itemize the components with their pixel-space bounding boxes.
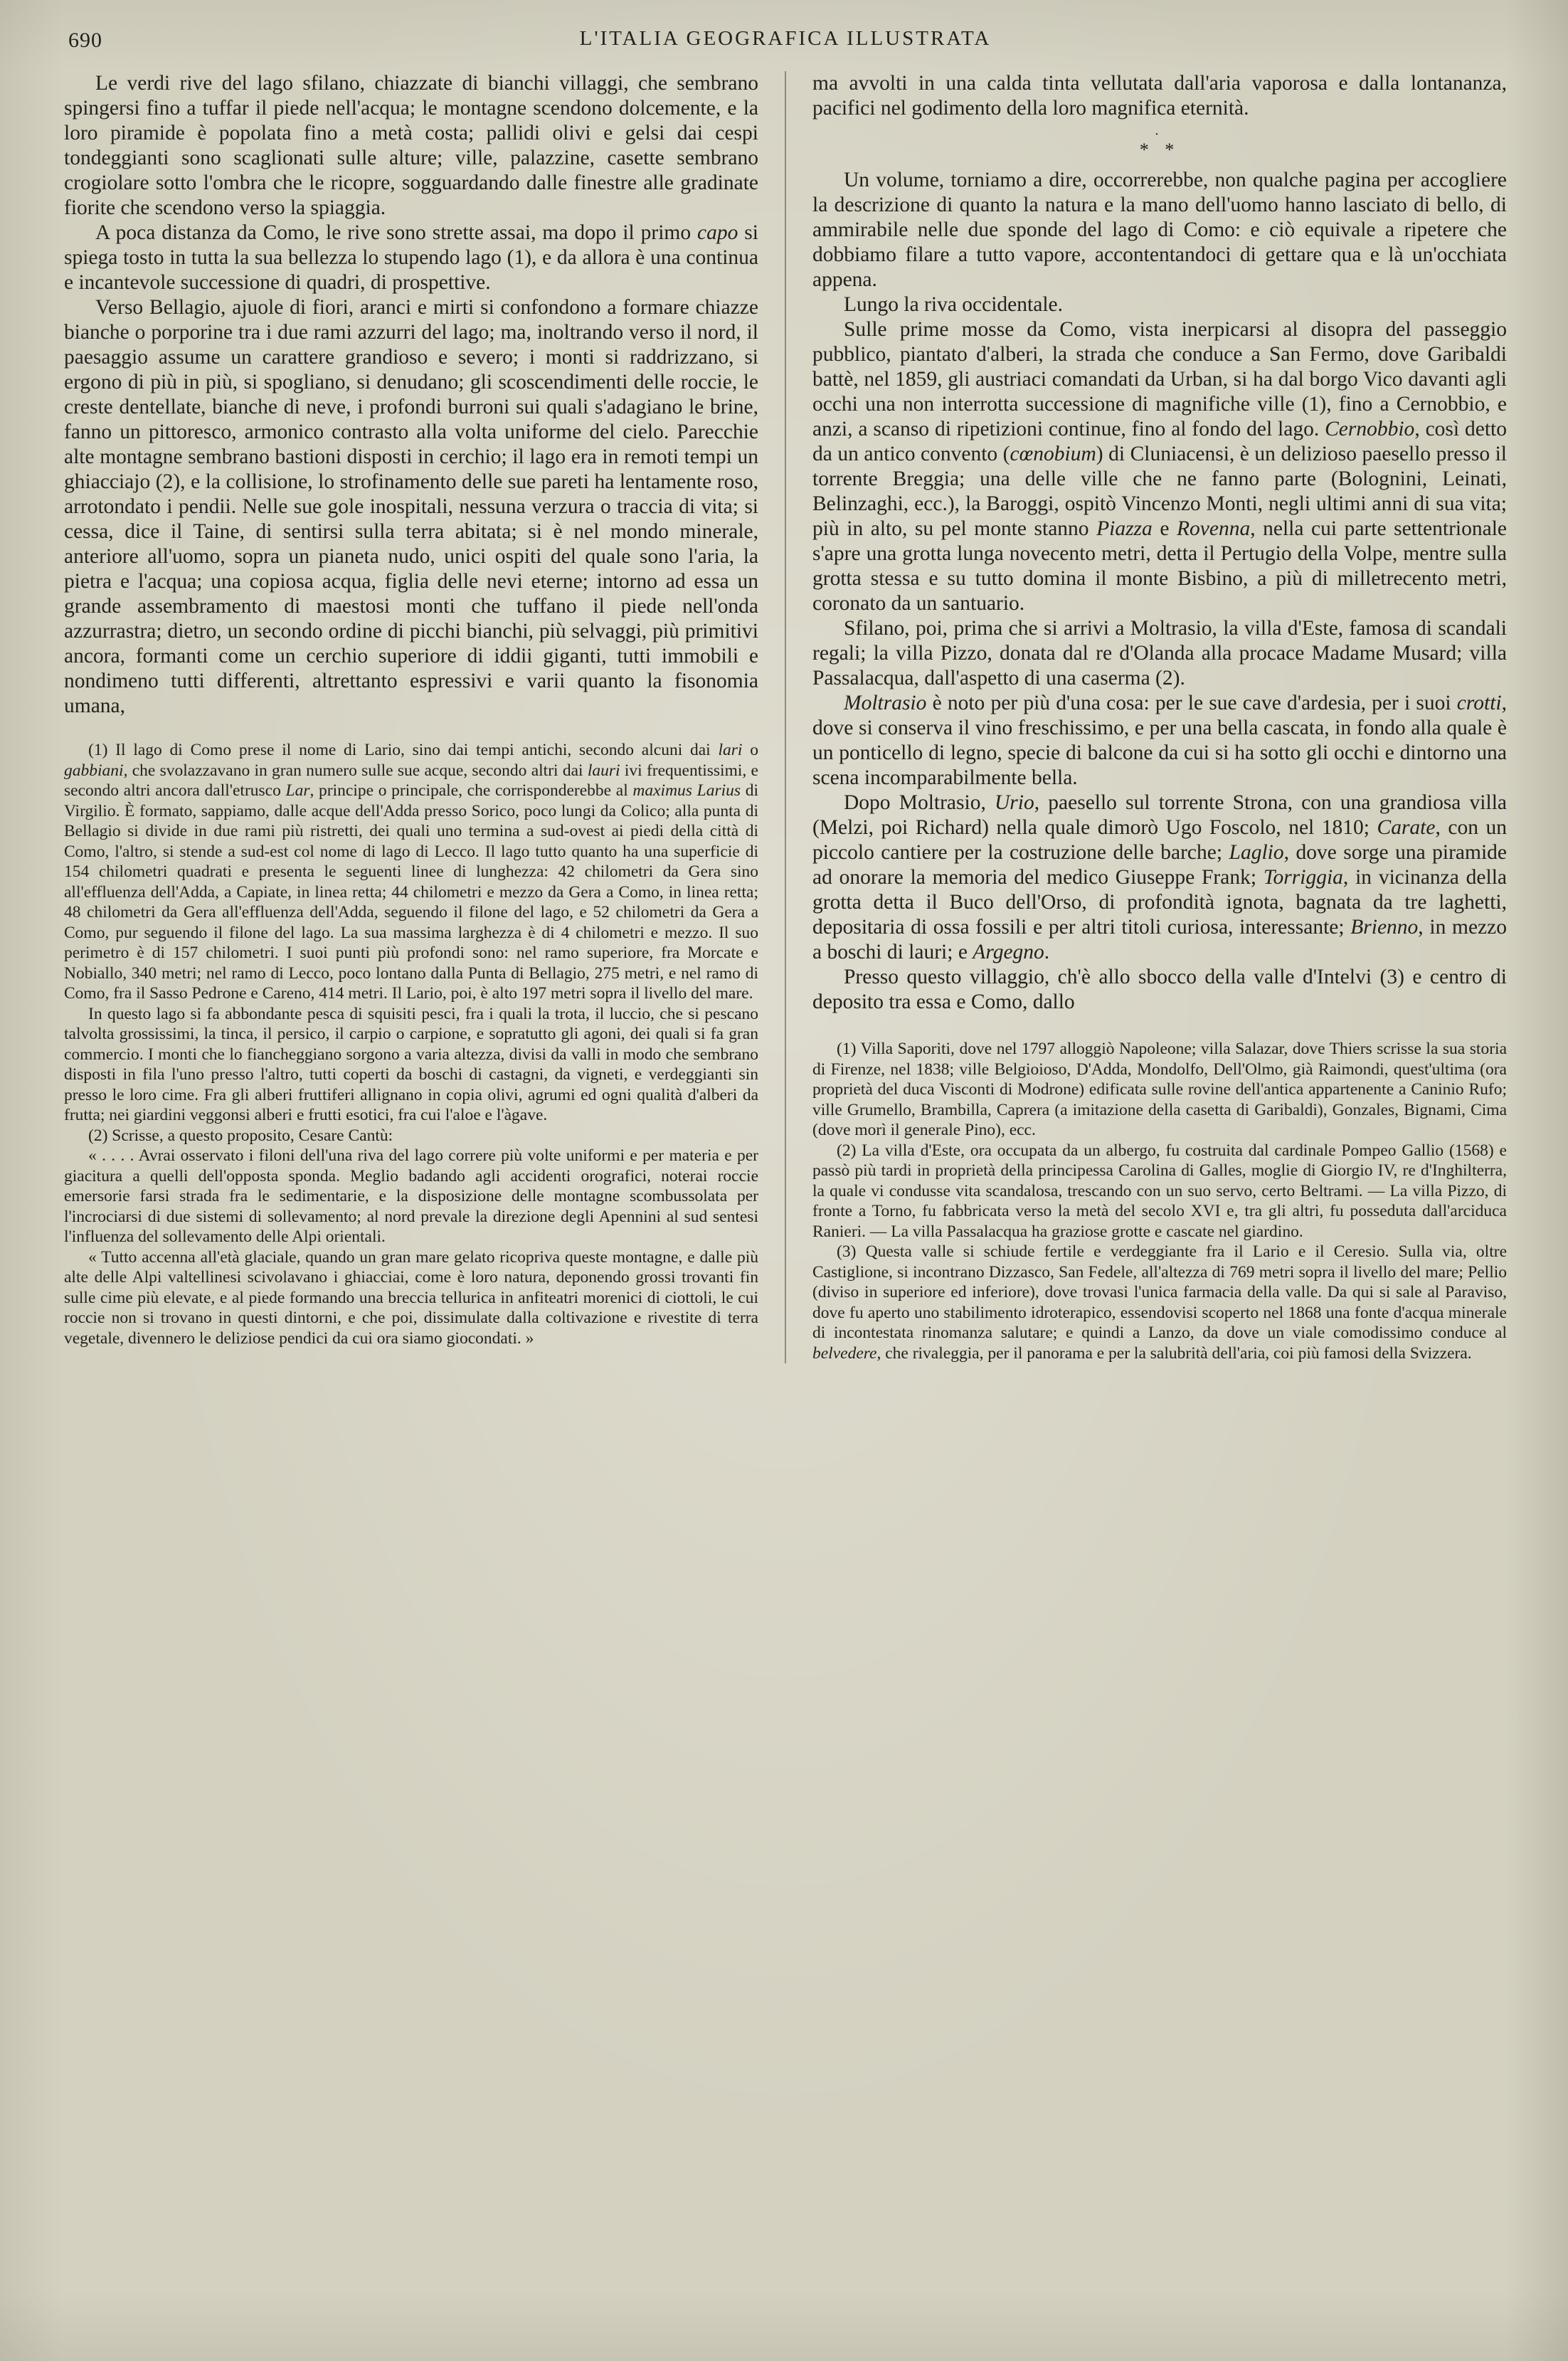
left-footnotes (64, 740, 758, 1348)
paragraph: Lungo la riva occidentale. (844, 293, 1063, 316)
page-header (64, 24, 1507, 56)
footnote-2: (2) La villa d'Este, ora occupata da un albergo, fu costruita dal cardinale Pompeo Gallio (1568) e passò più tardi in proprietà della principessa Carolina di Galles, moglie di Giorgio IV, re d'Inghilterra, la quale vi condusse vita scandalosa, trescando con un suo servo, certo Beltrami. — La villa Pizzo, di fronte a Torno, fu fabbricata verso la metà del secolo XVI e, tra gli altri, fu posseduta dall'arciduca Ranieri. — La villa Passalacqua ha graziose grotte e cascate nel giardino. (812, 1141, 1507, 1241)
left-main-text (64, 71, 758, 719)
footnote-2-quote-2: « Tutto accenna all'età glaciale, quando un gran mare gelato ricopriva queste montagne, e dalle più alte delle Alpi valtellinesi scivolavano i ghiacciai, come è loro natura, deponendo grossi trovanti fin sulle cime più elevate, e al piede formando una breccia tellurica in anfiteatri morenici di ciottoli, le cui roccie non si trovano in questi dintorni, e che poi, dissimulate dalla coltivazione e rivestite di terra vegetale, divennero le deliziose pendici da cui ora siamo giocondati. » (64, 1247, 758, 1348)
footnote-2-quote-1: « . . . . Avrai osservato i filoni dell'una riva del lago correre più volte uniformi e per materia e per giacitura a quelli dell'opposta sponda. Meglio badando agli accidenti orografici, noterai roccie emersorie farsi strada fra le sedimentarie, e la disposizione delle montagne scombussolata per l'incrociarsi di due sistemi di sollevamento; al nord prevale la direzione degli Apennini al sud sentesi l'influenza del sollevamento delle Alpi orientali. (64, 1146, 758, 1246)
paragraph: Sulle prime mosse da Como, vista inerpicarsi al disopra del passeggio pubblico, piantato d'alberi, la strada che conduce a San Fermo, dove Garibaldi battè, nel 1859, gli austriaci comandati da Urban, si ha dal borgo Vico davanti agli occhi una non interrotta successione di magnifiche ville (1), fino a Cernobbio, e anzi, a scanso di ripetizioni continue, fino al fondo del lago. Cernobbio, così detto da un antico convento (cœnobium) di Cluniacensi, è un delizioso paesello presso il torrente Breggia; una delle ville che ne fanno parte (Bolognini, Leinati, Belinzaghi, ecc.), la Baroggi, ospitò Vincenzo Monti, negli ultimi anni di sua vita; più in alto, su pel monte stanno Piazza e Rovenna, nella cui parte settentrionale s'apre una grotta lunga novecento metri, detta il Pertugio della Volpe, mentre sulla grotta stessa e su tutto domina il monte Bisbino, a più di milletrecento metri, coronato da un santuario. (812, 318, 1507, 615)
right-footnotes (812, 1039, 1507, 1363)
paragraph: A poca distanza da Como, le rive sono strette assai, ma dopo il primo capo si spiega tosto in tutta la sua bellezza lo stupendo lago (1), e da allora è una continua e incantevole successione di quadri, di prospettive. (64, 221, 758, 294)
paragraph: Verso Bellagio, ajuole di fiori, aranci e mirti si confondono a formare chiazze bianche o porporine tra i due rami azzurri del lago; ma, inoltrando verso il nord, il paesaggio assume un carattere grandioso e severo; i monti si raddrizzano, si ergono di più in più, si spogliano, si denudano; gli scoscendimenti delle roccie, le creste dentellate, bianche di neve, i profondi burroni sui quali s'adagiano le brine, fanno un pittoresco, armonico contrasto alla volta uniforme del cielo. Parecchie alte montagne sembrano bastioni disposti in cerchio; il lago era in remoti tempi un ghiacciajo (2), e la collisione, lo strofinamento delle sue pareti ha lentamente roso, arrotondato i pendii. Nelle sue gole inospitali, nessuna verzura o traccia di vita; si cessa, dice il Taine, di sentirsi sulla terra abitata; si è nel mondo minerale, anteriore all'uomo, sopra un pianeta nudo, unici ospiti del quale sono l'aria, la pietra e l'acqua; una copiosa acqua, figlia delle nevi eterne; intorno ad essa un grande assembramento di maestosi monti che tuffano il piede nell'onda azzurrastra; dietro, un secondo ordine di picchi bianchi, più selvaggi, più primitivi ancora, formanti come un cerchio superiore di iddii giganti, tutti immobili e nondimeno tutti differenti, altrettanto espressivi e varii quanto la fisonomia umana, (64, 296, 758, 717)
running-title: L'ITALIA GEOGRAFICA ILLUSTRATA (579, 27, 992, 50)
footnote-2: (2) Scrisse, a questo proposito, Cesare Cantù: (88, 1126, 393, 1145)
right-column (812, 71, 1507, 1363)
footnote-1-continued: In questo lago si fa abbondante pesca di squisiti pesci, fra i quali la trota, il luccio, che si pescano talvolta grossissimi, la tinca, il persico, il carpio o carpione, e sopratutto gli agoni, dei quali si fa gran commercio. I monti che lo fiancheggiano sorgono a varia altezza, divisi da valli in modo che sembrano disposti in fila l'uno presso l'altro, tutti coperti da boschi di castagni, da vigneti, e verdeggianti sin presso le loro cime. Fra gli alberi fruttiferi allignano in copia olivi, agrumi ed ogni qualità d'alberi da frutta; nei giardini veggonsi alberi e frutti esotici, fra cui l'aloe e l'àgave. (64, 1004, 758, 1124)
asterism-divider (812, 128, 1507, 159)
paragraph: Dopo Moltrasio, Urio, paesello sul torrente Strona, con una grandiosa villa (Melzi, poi Richard) nella quale dimorò Ugo Foscolo, nel 1810; Carate, con un piccolo cantiere per la costruzione delle barche; Laglio, dove sorge una piramide ad onorare la memoria del medico Giuseppe Frank; Torriggia, in vicinanza della grotta detta il Buco dell'Orso, di profondità ignota, bagnata da tre laghetti, depositaria di ossa fossili e per altri titoli curiosa, interessante; Brienno, in mezzo a boschi di lauri; e Argegno. (812, 791, 1508, 963)
left-column (64, 71, 758, 1363)
paragraph: Sfilano, poi, prima che si arrivi a Moltrasio, la villa d'Este, famosa di scandali regali; la villa Pizzo, donata dal re d'Olanda alla procace Madame Musard; villa Passalacqua, dall'aspetto di una caserma (2). (812, 617, 1507, 690)
paragraph: Presso questo villaggio, ch'è allo sbocco della valle d'Intelvi (3) e centro di deposito tra essa e Como, dallo (812, 966, 1507, 1013)
footnote-1: (1) Villa Saporiti, dove nel 1797 alloggiò Napoleone; villa Salazar, dove Thiers scrisse la sua storia di Firenze, nel 1838; ville Belgioioso, D'Adda, Mondolfo, Dell'Olmo, già Raimondi, quest'ultima (ora proprietà del duca Visconti di Modrone) edificata sulle rovine dell'antica appartenente a Caninio Rufo; ville Grumello, Brambilla, Caprera (a imitazione della casetta di Garibaldi), Gonzales, Bignami, Cima (dove morì il generale Pino), ecc. (812, 1040, 1507, 1139)
asterism-bottom: * * (1139, 139, 1180, 160)
asterism-top: · (1154, 127, 1165, 142)
footnote-1: (1) Il lago di Como prese il nome di Lario, sino dai tempi antichi, secondo alcuni dai lari o gabbiani, che svolazzavano in gran numero sulle sue acque, secondo altri dai lauri ivi frequentissimi, e secondo altri ancora dall'etrusco Lar, principe o principale, che corrisponderebbe al maximus Larius di Virgilio. È formato, sappiamo, dalle acque dell'Adda presso Sorico, poco lungi da Colico; alla punta di Bellagio si divide in due rami più ristretti, dei quali uno termina a sud-ovest ai piedi della città di Como, l'altro, si stende a sud-est col nome di lago di Lecco. Il lago tutto quanto ha una superficie di 154 chilometri quadrati e presenta le seguenti linee di lunghezza: 42 chilometri da Gera sino all'effluenza dell'Adda, a Capiate, in linea retta; 44 chilometri e mezzo da Gera a Como, in linea retta; 48 chilometri da Gera all'effluenza dell'Adda, seguendo il filone del lago, e 52 chilometri da Gera a Como, pur seguendo il filone del lago. La sua massima larghezza è di 4 chilometri e mezzo. Il suo perimetro è di 157 chilometri. I suoi punti più profondi sono: nel ramo superiore, fra Morcate e Nobiallo, 340 metri; nel ramo di Lecco, poco lontano dalla Punta di Bellagio, 275 metri, e nel ramo di Como, fra il Sasso Pedrone e Careno, 414 metri. Il Lario, poi, è alto 197 metri sopra il livello del mare. (64, 741, 759, 1003)
paragraph: Un volume, torniamo a dire, occorrerebbe, non qualche pagina per accogliere la descrizione di quanto la natura e la mano dell'uomo hanno lasciato di bello, di ammirabile nelle due sponde del lago di Como: e ciò equivale a ripetere che dobbiamo filare a tutto vapore, accontentandoci di gettare qua e là un'occhiata appena. (812, 169, 1507, 291)
paragraph-continuation: ma avvolti in una calda tinta vellutata dall'aria vaporosa e dalla lontananza, pacifici nel godimento della loro magnifica eternità. (812, 72, 1507, 120)
two-column-layout (64, 71, 1507, 1363)
paragraph: Moltrasio è noto per più d'una cosa: per le sue cave d'ardesia, per i suoi crotti, dove si conserva il vino freschissimo, e per una bella cascata, in fondo alla quale è un ponticello di legno, specie di balcone da cui si ha sotto gli occhi e dintorno una scena incomparabilmente bella. (812, 692, 1507, 789)
page-number: 690 (68, 28, 102, 52)
footnote-3: (3) Questa valle si schiude fertile e verdeggiante fra il Lario e il Ceresio. Sulla via, oltre Castiglione, si incontrano Dizzasco, San Fedele, all'altezza di 769 metri sopra il livello del mare; Pellio (diviso in superiore ed inferiore), dove trovasi l'unica farmacia della valle. Da qui si sale al Paraviso, dove fu aperto uno stabilimento idroterapico, essendovisi scoperto nel 1868 una fonte d'acqua minerale di incontestata rinomanza salutare; e quindi a Lanzo, da dove un viale comodissimo conduce al belvedere, che rivaleggia, per il panorama e per la salubrità dell'aria, coi più famosi della Svizzera. (812, 1242, 1507, 1363)
column-divider-rule (785, 71, 786, 1363)
right-main-text (812, 71, 1507, 1015)
paragraph: Le verdi rive del lago sfilano, chiazzate di bianchi villaggi, che sembrano spingersi fino a tuffar il piede nell'acqua; le montagne scendono dolcemente, e la loro piramide è popolata fino a metà costa; pallidi olivi e gelsi dai cespi tondeggianti sono scaglionati sulle alture; ville, palazzine, casette sembrano crogiolare sotto l'ombra che le ricopre, sogguardando dalle finestre alle gradinate fiorite che scendono verso la spiaggia. (64, 72, 758, 219)
